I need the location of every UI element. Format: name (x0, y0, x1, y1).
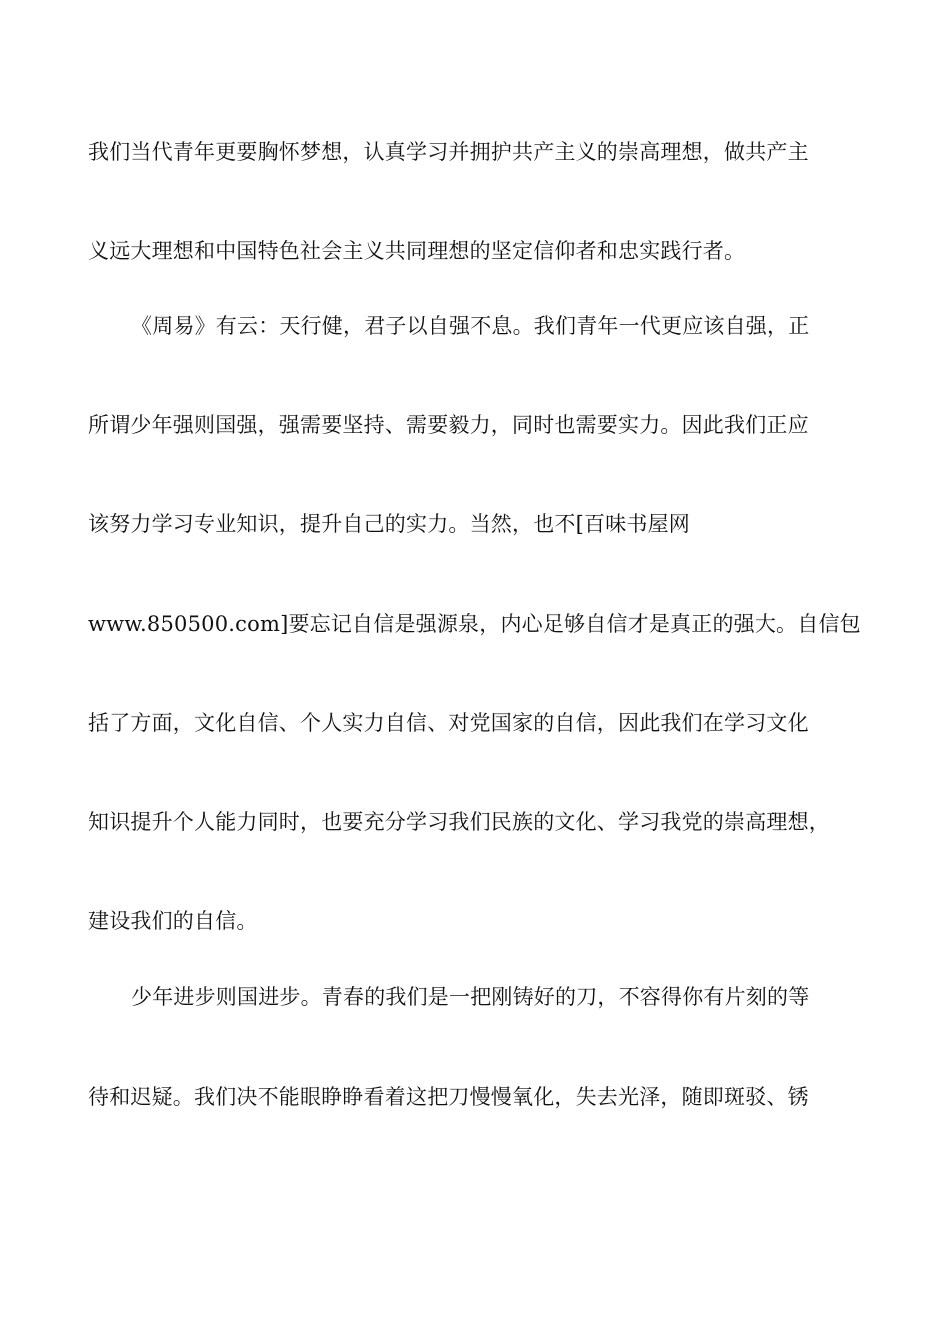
text-line: 知识提升个人能力同时，也要充分学习我们民族的文化、学习我党的崇高理想， (88, 810, 830, 834)
text-line: 所谓少年强则国强，强需要坚持、需要毅力，同时也需要实力。因此我们正应 (88, 413, 809, 437)
text-line: 待和迟疑。我们决不能眼睁睁看着这把刀慢慢氧化，失去光泽，随即斑驳、锈 (88, 1085, 809, 1109)
paragraph-first-line: 少年进步则国进步。青春的我们是一把刚铸好的刀，不容得你有片刻的等 (131, 985, 810, 1009)
text-line: 建设我们的自信。 (88, 909, 258, 933)
text-line: www.850500.com]要忘记自信是强源泉，内心足够自信才是真正的强大。自信包 (88, 612, 861, 636)
text-line: 括了方面，文化自信、个人实力自信、对党国家的自信，因此我们在学习文化 (88, 711, 809, 735)
paragraph-first-line: 《周易》有云：天行健，君子以自强不息。我们青年一代更应该自强，正 (131, 314, 810, 338)
text-line: 我们当代青年更要胸怀梦想，认真学习并拥护共产主义的崇高理想，做共产主 (88, 140, 809, 164)
text-line: 义远大理想和中国特色社会主义共同理想的坚定信仰者和忠实践行者。 (88, 239, 746, 263)
text-line: 该努力学习专业知识，提升自己的实力。当然，也不[百味书屋网 (88, 512, 690, 536)
